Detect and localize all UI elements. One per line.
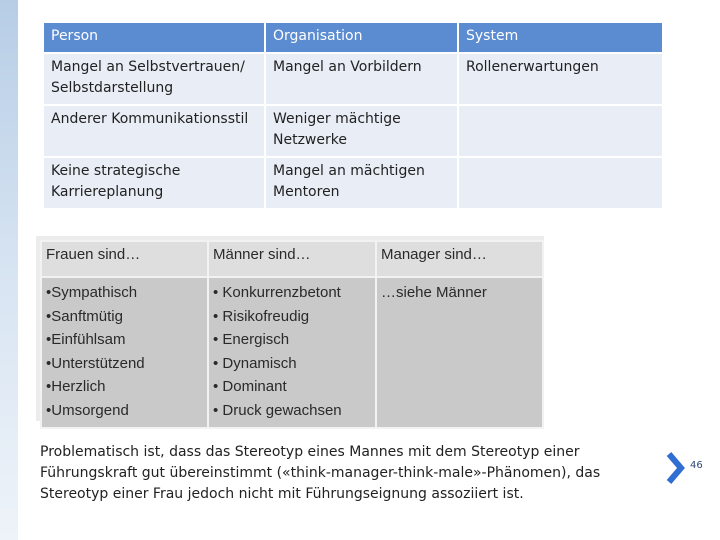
managers-traits-cell xyxy=(376,277,543,428)
list-item: • Druck gewachsen xyxy=(213,401,342,419)
table-row xyxy=(43,157,663,209)
left-decorative-bar xyxy=(0,0,18,540)
list-item: •Umsorgend xyxy=(46,401,129,419)
table-cell: Anderer Kommunikationsstil xyxy=(43,105,265,157)
list-item: • Dominant xyxy=(213,378,287,396)
chevron-right-icon[interactable] xyxy=(664,450,686,486)
table-header-row xyxy=(41,241,543,277)
list-item: •Sanftmütig xyxy=(46,307,123,325)
table-cell xyxy=(458,105,663,157)
list-item: • Risikofreudig xyxy=(213,307,310,325)
stereotype-table xyxy=(40,240,544,429)
list-item: • Konkurrenzbetont xyxy=(213,284,341,301)
table-cell: Mangel an mächtigen Mentoren xyxy=(265,157,458,209)
slide-caption: Problematisch ist, dass das Stereotyp eines Mannes mit dem Stereotyp einer Führungskraft gut übereinstimmt («think-manager-think-male»-Phänomen), das Stereotyp einer Frau jedoch nicht mit Führungseignung assoziiert ist. xyxy=(40,444,601,502)
header-managers: Manager sind… xyxy=(376,241,543,277)
table-row xyxy=(41,277,543,428)
list-item: •Einfühlsam xyxy=(46,331,126,349)
header-organisation: Organisation xyxy=(265,22,458,53)
header-person: Person xyxy=(43,22,265,53)
table-cell: Mangel an Vorbildern xyxy=(265,53,458,105)
list-item: • Dynamisch xyxy=(213,354,297,372)
list-item: •Unterstützend xyxy=(46,354,145,372)
list-item: •Herzlich xyxy=(46,378,106,396)
page-number: 46 xyxy=(690,460,703,471)
table-row xyxy=(43,53,663,105)
list-item: •Sympathisch xyxy=(46,284,138,301)
stereotype-table-image xyxy=(36,236,544,421)
list-item: • Energisch xyxy=(213,331,290,349)
table-cell: Mangel an Selbstvertrauen/ Selbstdarstellung xyxy=(43,53,265,105)
header-women: Frauen sind… xyxy=(41,241,208,277)
list-item: …siehe Männer xyxy=(381,284,487,301)
men-traits-cell xyxy=(208,277,376,428)
barriers-table xyxy=(42,21,664,210)
women-traits-cell xyxy=(41,277,208,428)
table-cell xyxy=(458,157,663,209)
table-row xyxy=(43,105,663,157)
header-men: Männer sind… xyxy=(208,241,376,277)
table-cell: Rollenerwartungen xyxy=(458,53,663,105)
header-system: System xyxy=(458,22,663,53)
table-header-row xyxy=(43,22,663,53)
table-cell: Weniger mächtige Netzwerke xyxy=(265,105,458,157)
table-cell: Keine strategische Karriereplanung xyxy=(43,157,265,209)
